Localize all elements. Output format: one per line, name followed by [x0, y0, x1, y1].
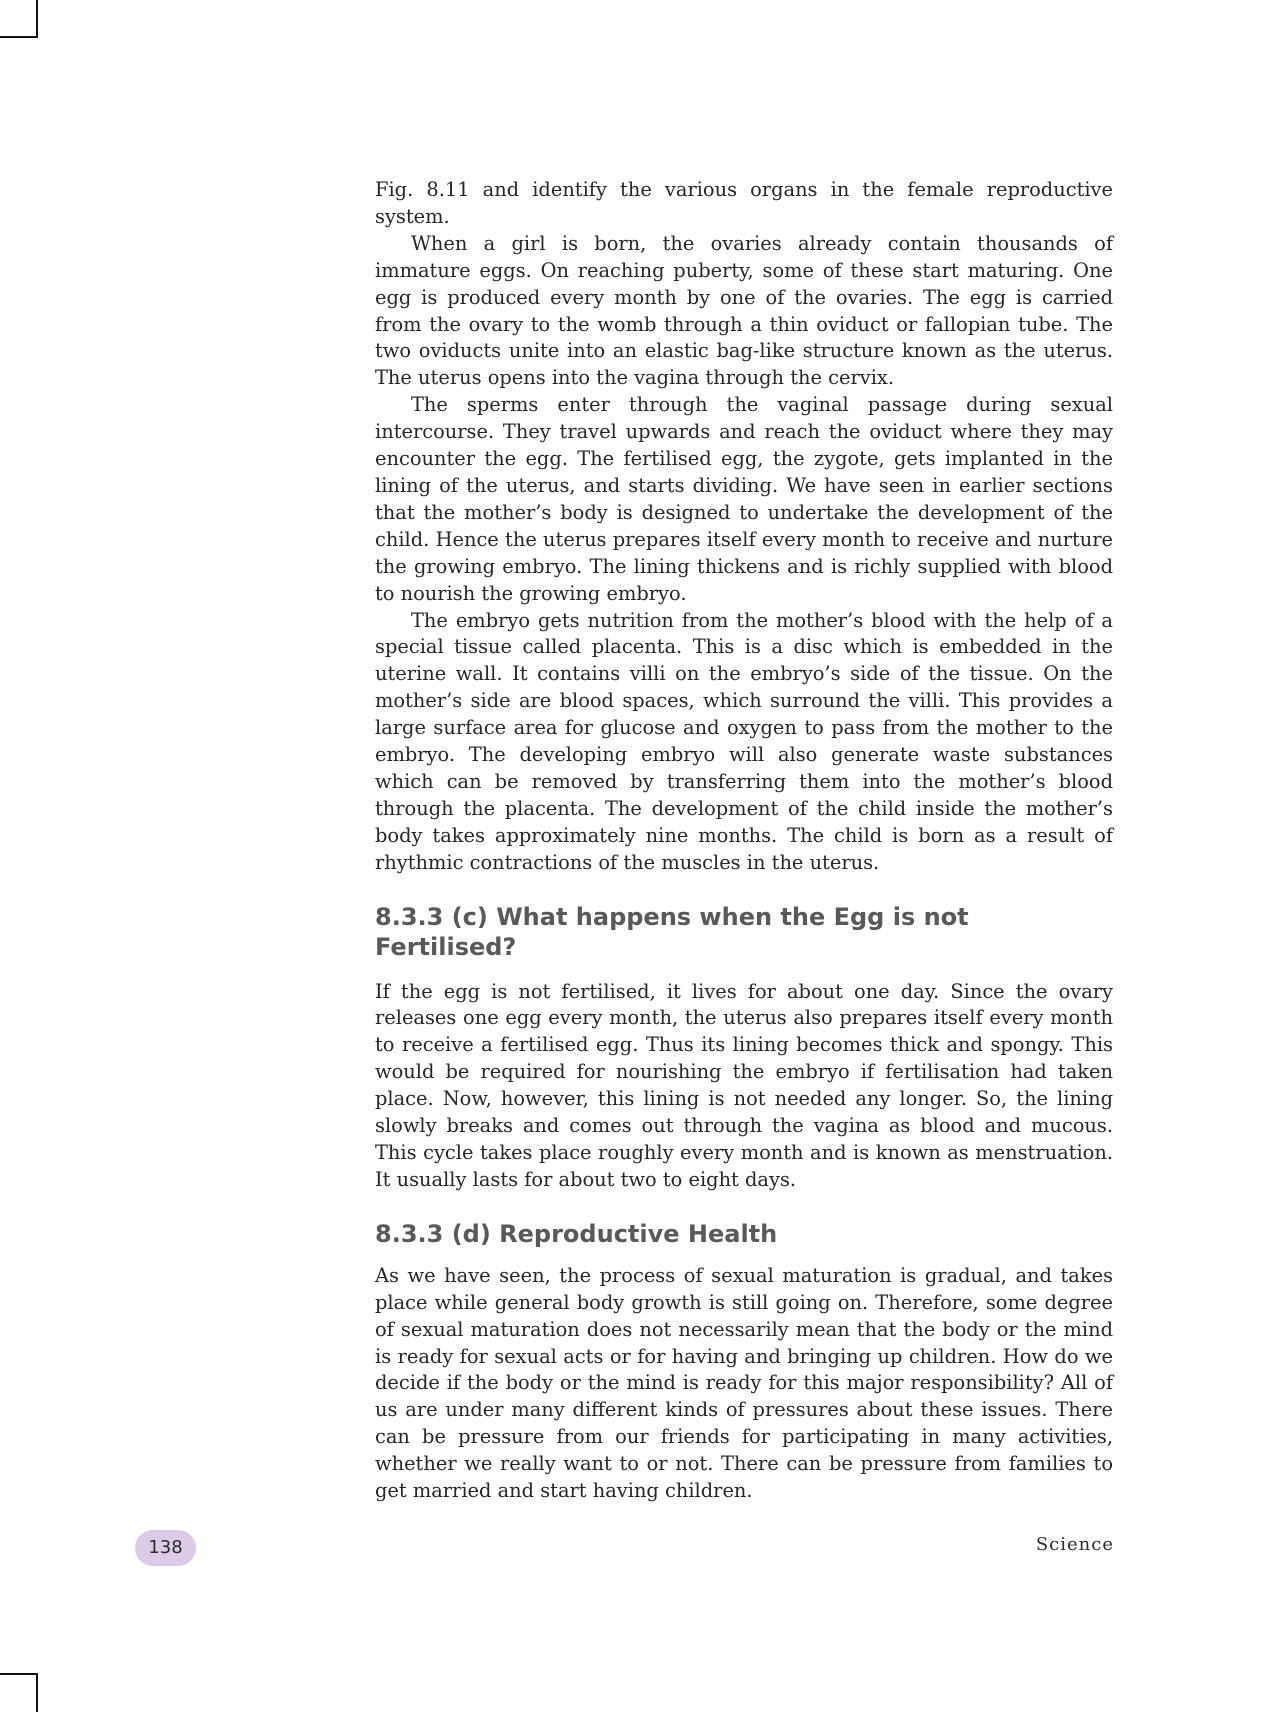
- paragraph-reproductive-health: As we have seen, the process of sexual maturation is gradual, and takes place while general body growth is still going on. Therefore, some degree of sexual maturation does not necessarily mean that the body or the mind is ready for sexual acts or for having and bringing up children. How do we decide if the body or the mind is ready for this major responsibility? All of us are under many different kinds of pressures about these issues. There can be pressure from our friends for participating in many activities, whether we really want to or not. There can be pressure from families to get married and start having children.: [375, 1263, 1113, 1503]
- paragraph-embryo: The embryo gets nutrition from the mother’s blood with the help of a special tissue called placenta. This is a disc which is embedded in the uterine wall. It contains villi on the embryo’s side of the tissue. On the mother’s side are blood spaces, which surround the villi. This provides a large surface area for glucose and oxygen to pass from the mother to the embryo. The developing embryo will also generate waste substances which can be removed by transferring them into the mother’s blood through the placenta. The development of the child inside the mother’s body takes approximately nine months. The child is born as a result of rhythmic contractions of the muscles in the uterus.: [375, 608, 1113, 874]
- section-heading-reproductive-health: 8.3.3 (d) Reproductive Health: [375, 1219, 778, 1248]
- book-title: Science: [1035, 1534, 1114, 1555]
- paragraph-sperms: The sperms enter through the vaginal passage during sexual intercourse. They travel upwards and reach the oviduct where they may encounter the egg. The fertilised egg, the zygote, gets implanted in the lining of the uterus, and starts dividing. We have seen in earlier sections that the mother’s body is designed to undertake the development of the child. Hence the uterus prepares itself every month to receive and nurture the growing embryo. The lining thickens and is richly supplied with blood to nourish the growing embryo.: [375, 393, 1113, 605]
- paragraph-ovaries: When a girl is born, the ovaries already contain thousands of immature eggs. On reaching puberty, some of these start maturing. One egg is produced every month by one of the ovaries. The egg is carried from the ovary to the womb through a thin oviduct or fallopian tube. The two oviducts unite into an elastic bag-like structure known as the uterus. The uterus opens into the vagina through the cervix.: [375, 231, 1113, 390]
- paragraph-fig-reference: Fig. 8.11 and identify the various organs in the female reproductive system.: [375, 178, 1113, 228]
- crop-mark-top: [0, 0, 38, 38]
- crop-mark-bottom: [0, 1673, 38, 1712]
- page-body: [375, 177, 1113, 1505]
- paragraph-menstruation: If the egg is not fertilised, it lives for about one day. Since the ovary releases one egg every month, the uterus also prepares itself every month to receive a fertilised egg. Thus its lining becomes thick and spongy. This would be required for nourishing the embryo if fertilisation had taken place. Now, however, this lining is not needed any longer. So, the lining slowly breaks and comes out through the vagina as blood and mucous. This cycle takes place roughly every month and is known as menstruation. It usually lasts for about two to eight days.: [375, 979, 1113, 1191]
- page-number-badge: 138: [135, 1530, 196, 1566]
- section-heading-egg-not-fertilised: 8.3.3 (c) What happens when the Egg is not Fertilised?: [375, 902, 969, 961]
